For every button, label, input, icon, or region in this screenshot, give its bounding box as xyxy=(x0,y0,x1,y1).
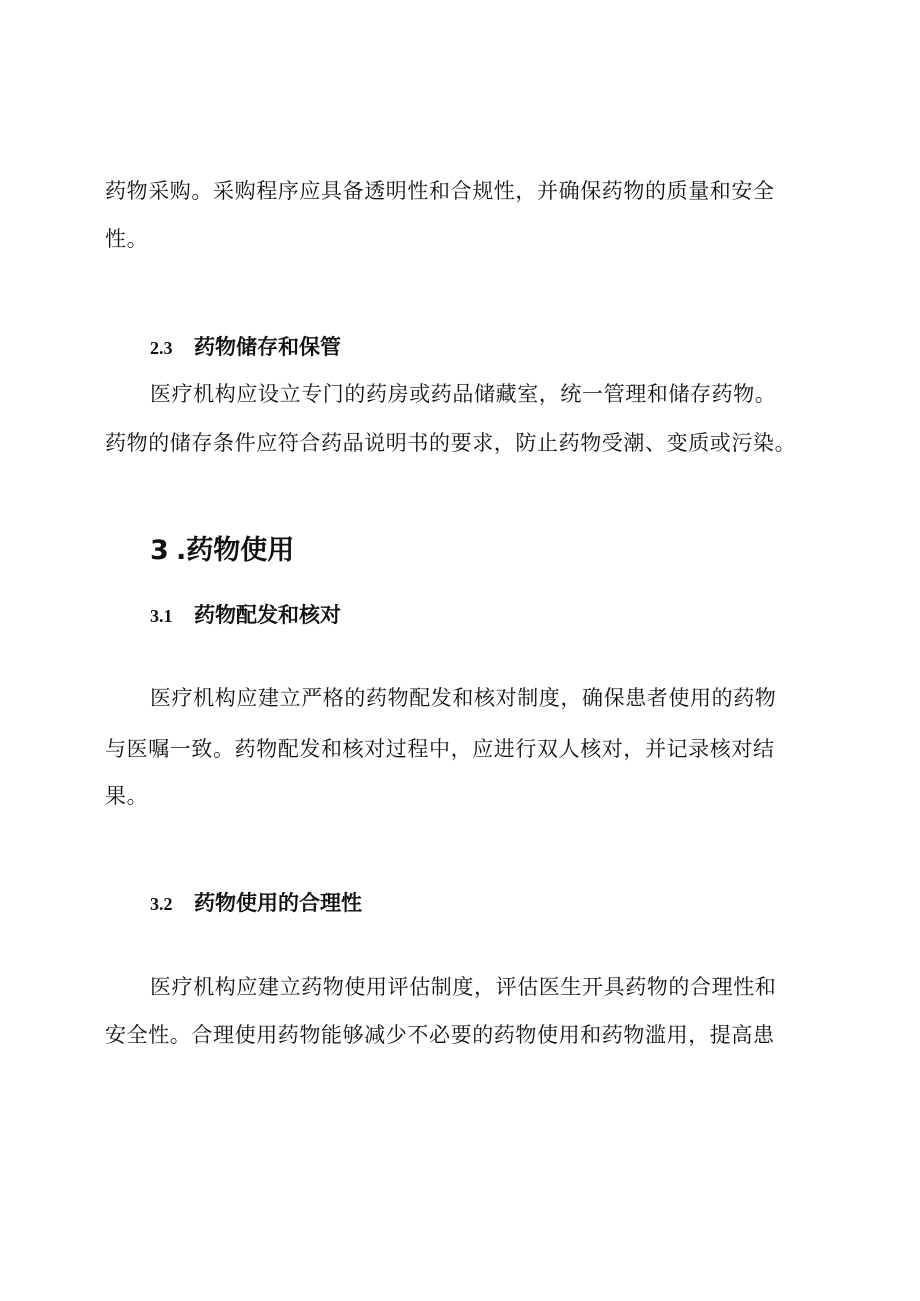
paragraph-line: 医疗机构应设立专门的药房或药品储藏室，统一管理和储存药物。 xyxy=(150,382,777,406)
paragraph-line: 果。 xyxy=(105,784,149,808)
section-title: 药物使用的合理性 xyxy=(194,891,362,915)
paragraph-line: 医疗机构应建立药物使用评估制度，评估医生开具药物的合理性和 xyxy=(150,975,777,999)
paragraph-line: 与医嘱一致。药物配发和核对过程中，应进行双人核对，并记录核对结 xyxy=(105,737,775,761)
paragraph-line: 药物采购。采购程序应具备透明性和合规性，并确保药物的质量和安全 xyxy=(105,179,775,203)
paragraph-line: 安全性。合理使用药物能够减少不必要的药物使用和药物滥用，提高患 xyxy=(105,1023,775,1047)
section-title: 药物储存和保管 xyxy=(194,335,341,359)
section-title: .药物使用 xyxy=(176,535,295,566)
section-number: 3.2 xyxy=(150,894,173,914)
section-heading-3-1 xyxy=(150,601,341,630)
paragraph-line: 性。 xyxy=(105,227,149,251)
section-title: 药物配发和核对 xyxy=(194,603,341,627)
section-number: 2.3 xyxy=(150,338,173,358)
paragraph-line: 药物的储存条件应符合药品说明书的要求，防止药物受潮、变质或污染。 xyxy=(105,431,797,455)
section-number: 3.1 xyxy=(150,606,173,626)
section-heading-3 xyxy=(150,533,294,569)
section-number: 3 xyxy=(150,535,169,566)
section-heading-2-3 xyxy=(150,333,341,362)
section-heading-3-2 xyxy=(150,889,362,918)
paragraph-line: 医疗机构应建立严格的药物配发和核对制度，确保患者使用的药物 xyxy=(150,686,777,710)
